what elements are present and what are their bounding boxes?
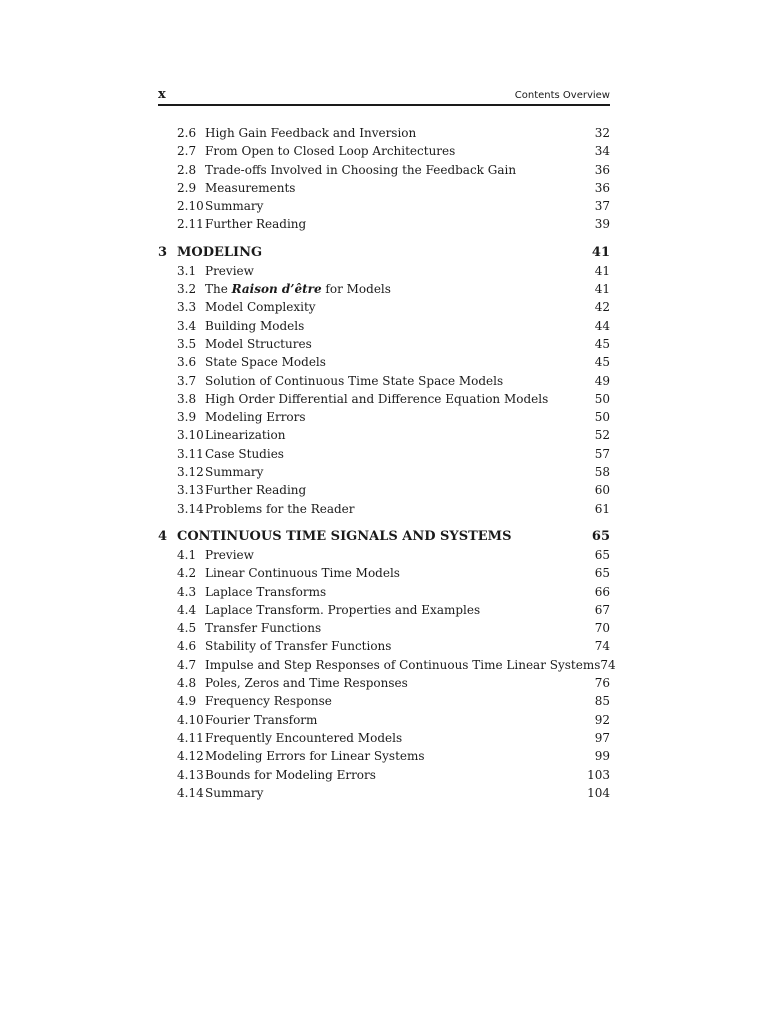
toc-entry bbox=[158, 583, 610, 601]
section-title: Modeling Errors bbox=[205, 410, 306, 425]
section-number: 3.5 bbox=[177, 336, 197, 351]
toc-entry bbox=[158, 546, 610, 564]
section-title: Transfer Functions bbox=[205, 621, 322, 636]
section-page: 104 bbox=[587, 785, 610, 800]
section-number: 4.4 bbox=[177, 602, 197, 617]
section-page: 36 bbox=[594, 180, 610, 195]
chapter-title: CONTINUOUS TIME SIGNALS AND SYSTEMS bbox=[177, 528, 512, 544]
toc-entry bbox=[158, 124, 610, 142]
section-number: 4.9 bbox=[177, 694, 197, 709]
section-title: Problems for the Reader bbox=[205, 501, 355, 516]
section-page: 32 bbox=[594, 126, 610, 140]
toc-entry bbox=[158, 692, 610, 710]
section-page: 103 bbox=[587, 767, 610, 782]
section-number: 3.9 bbox=[177, 410, 197, 425]
section-number: 4.8 bbox=[177, 676, 197, 691]
section-number: 4.5 bbox=[177, 621, 197, 636]
section-title: Bounds for Modeling Errors bbox=[205, 767, 376, 782]
toc-entry bbox=[158, 408, 610, 426]
section-page: 45 bbox=[594, 336, 610, 351]
section-number: 3.13 bbox=[177, 483, 204, 498]
section-number: 4.12 bbox=[177, 749, 204, 764]
section-number: 2.9 bbox=[177, 180, 197, 195]
section-title: State Space Models bbox=[205, 355, 326, 370]
chapter-page: 41 bbox=[591, 244, 610, 260]
section-title: From Open to Closed Loop Architectures bbox=[205, 144, 456, 159]
section-number: 3.14 bbox=[177, 501, 204, 516]
section-page: 70 bbox=[594, 621, 610, 636]
toc-entry bbox=[158, 711, 610, 729]
section-number: 4.11 bbox=[177, 730, 204, 745]
section-title-suffix: for Models bbox=[321, 282, 391, 297]
section-title: Preview bbox=[205, 547, 254, 562]
section-title: Case Studies bbox=[205, 446, 284, 461]
toc-entry bbox=[158, 298, 610, 316]
section-page: 41 bbox=[594, 263, 610, 278]
section-page: 45 bbox=[594, 355, 610, 370]
toc-entry bbox=[158, 500, 610, 518]
section-page: 58 bbox=[594, 465, 610, 480]
toc-entry bbox=[158, 766, 610, 784]
section-number: 2.6 bbox=[177, 126, 197, 140]
table-of-contents bbox=[158, 124, 616, 802]
toc-entry bbox=[158, 197, 610, 215]
section-title: Further Reading bbox=[205, 483, 307, 498]
section-title: Linearization bbox=[205, 428, 286, 443]
toc-entry bbox=[158, 637, 610, 655]
section-page: 85 bbox=[594, 694, 610, 709]
section-title-emphasis: Raison d’être bbox=[231, 282, 322, 297]
chapter-number: 4 bbox=[158, 528, 168, 544]
section-number: 3.8 bbox=[177, 391, 197, 406]
section-number: 3.12 bbox=[177, 465, 204, 480]
toc-entry bbox=[158, 601, 610, 619]
page-folio: x bbox=[158, 87, 166, 102]
section-title: Trade-offs Involved in Choosing the Feedback Gain bbox=[205, 162, 517, 177]
toc-entry bbox=[158, 262, 610, 280]
toc-entry bbox=[158, 463, 610, 481]
toc-entry bbox=[158, 481, 610, 499]
section-page: 41 bbox=[594, 282, 610, 297]
section-number: 3.1 bbox=[177, 263, 197, 278]
toc-entry bbox=[158, 426, 610, 444]
section-number: 3.10 bbox=[177, 428, 204, 443]
section-title: Preview bbox=[205, 263, 254, 278]
section-title: Measurements bbox=[205, 180, 296, 195]
section-title: Impulse and Step Responses of Continuous Time Linear Systems bbox=[205, 657, 601, 672]
toc-entry bbox=[158, 161, 610, 179]
section-title: Stability of Transfer Functions bbox=[205, 639, 392, 654]
toc-entry bbox=[158, 142, 610, 160]
section-title: Laplace Transforms bbox=[205, 584, 327, 599]
section-page: 50 bbox=[594, 391, 610, 406]
section-page: 66 bbox=[594, 584, 610, 599]
section-page: 60 bbox=[594, 483, 610, 498]
toc-entry bbox=[158, 564, 610, 582]
section-title-prefix: The bbox=[205, 282, 232, 297]
section-title: Summary bbox=[205, 199, 264, 214]
toc-entry bbox=[158, 390, 610, 408]
section-page: 74 bbox=[600, 657, 616, 672]
section-number: 2.8 bbox=[177, 162, 197, 177]
toc-entry bbox=[158, 215, 610, 233]
book-page bbox=[158, 86, 616, 802]
toc-entry bbox=[158, 619, 610, 637]
section-page: 76 bbox=[594, 676, 610, 691]
section-title: Model Structures bbox=[205, 336, 312, 351]
section-number: 3.4 bbox=[177, 318, 197, 333]
section-page: 52 bbox=[594, 428, 610, 443]
section-number: 2.10 bbox=[177, 199, 204, 214]
section-page: 49 bbox=[594, 373, 610, 388]
toc-entry bbox=[158, 445, 610, 463]
section-title: Laplace Transform. Properties and Examples bbox=[205, 602, 481, 617]
running-head-title: Contents Overview bbox=[514, 90, 610, 101]
toc-entry bbox=[158, 372, 610, 390]
section-page: 57 bbox=[594, 446, 610, 461]
section-title: Linear Continuous Time Models bbox=[205, 566, 400, 581]
section-number: 4.3 bbox=[177, 584, 197, 599]
section-title: Solution of Continuous Time State Space Models bbox=[205, 373, 504, 388]
section-page: 65 bbox=[594, 566, 610, 581]
running-head bbox=[158, 86, 610, 106]
section-title: High Order Differential and Difference Equation Models bbox=[205, 391, 549, 406]
section-number: 4.7 bbox=[177, 657, 197, 672]
section-title: Frequency Response bbox=[205, 694, 332, 709]
toc-entry bbox=[158, 335, 610, 353]
section-number: 3.11 bbox=[177, 446, 204, 461]
section-page: 99 bbox=[594, 749, 610, 764]
section-page: 97 bbox=[594, 730, 610, 745]
toc-entry bbox=[158, 747, 610, 765]
section-number: 2.11 bbox=[177, 217, 204, 232]
section-number: 4.10 bbox=[177, 712, 204, 727]
section-number: 4.13 bbox=[177, 767, 204, 782]
section-title: High Gain Feedback and Inversion bbox=[205, 126, 417, 140]
toc-entry bbox=[158, 656, 616, 674]
section-page: 42 bbox=[594, 300, 610, 315]
section-number: 3.3 bbox=[177, 300, 197, 315]
toc-entry bbox=[158, 280, 610, 298]
toc-entry bbox=[158, 353, 610, 371]
chapter-page: 65 bbox=[591, 528, 610, 544]
section-page: 39 bbox=[594, 217, 610, 232]
section-number: 3.2 bbox=[177, 282, 197, 297]
toc-entry bbox=[158, 674, 610, 692]
section-page: 74 bbox=[594, 639, 610, 654]
section-number: 4.1 bbox=[177, 547, 197, 562]
chapter-title: MODELING bbox=[177, 244, 263, 260]
chapter-heading-modeling bbox=[158, 244, 610, 262]
section-page: 37 bbox=[594, 199, 610, 214]
section-number: 4.6 bbox=[177, 639, 197, 654]
section-page: 36 bbox=[594, 162, 610, 177]
section-title: Poles, Zeros and Time Responses bbox=[205, 676, 408, 691]
section-page: 34 bbox=[594, 144, 610, 159]
toc-entry bbox=[158, 784, 610, 802]
section-title bbox=[205, 280, 595, 298]
section-number: 4.14 bbox=[177, 785, 204, 800]
chapter-heading-continuous-time bbox=[158, 528, 610, 546]
section-title: Model Complexity bbox=[205, 300, 316, 315]
section-number: 2.7 bbox=[177, 144, 197, 159]
section-title: Modeling Errors for Linear Systems bbox=[205, 749, 425, 764]
section-number: 4.2 bbox=[177, 566, 197, 581]
section-page: 44 bbox=[594, 318, 610, 333]
section-title: Summary bbox=[205, 785, 264, 800]
toc-entry bbox=[158, 179, 610, 197]
section-title: Fourier Transform bbox=[205, 712, 318, 727]
toc-entry bbox=[158, 317, 610, 335]
section-title: Frequently Encountered Models bbox=[205, 730, 403, 745]
section-title: Building Models bbox=[205, 318, 305, 333]
section-number: 3.6 bbox=[177, 355, 197, 370]
section-page: 50 bbox=[594, 410, 610, 425]
section-page: 67 bbox=[594, 602, 610, 617]
section-title: Further Reading bbox=[205, 217, 307, 232]
section-page: 65 bbox=[594, 547, 610, 562]
chapter-number: 3 bbox=[158, 244, 168, 260]
toc-entry bbox=[158, 729, 610, 747]
section-number: 3.7 bbox=[177, 373, 197, 388]
section-title: Summary bbox=[205, 465, 264, 480]
section-page: 92 bbox=[594, 712, 610, 727]
section-page: 61 bbox=[594, 501, 610, 516]
